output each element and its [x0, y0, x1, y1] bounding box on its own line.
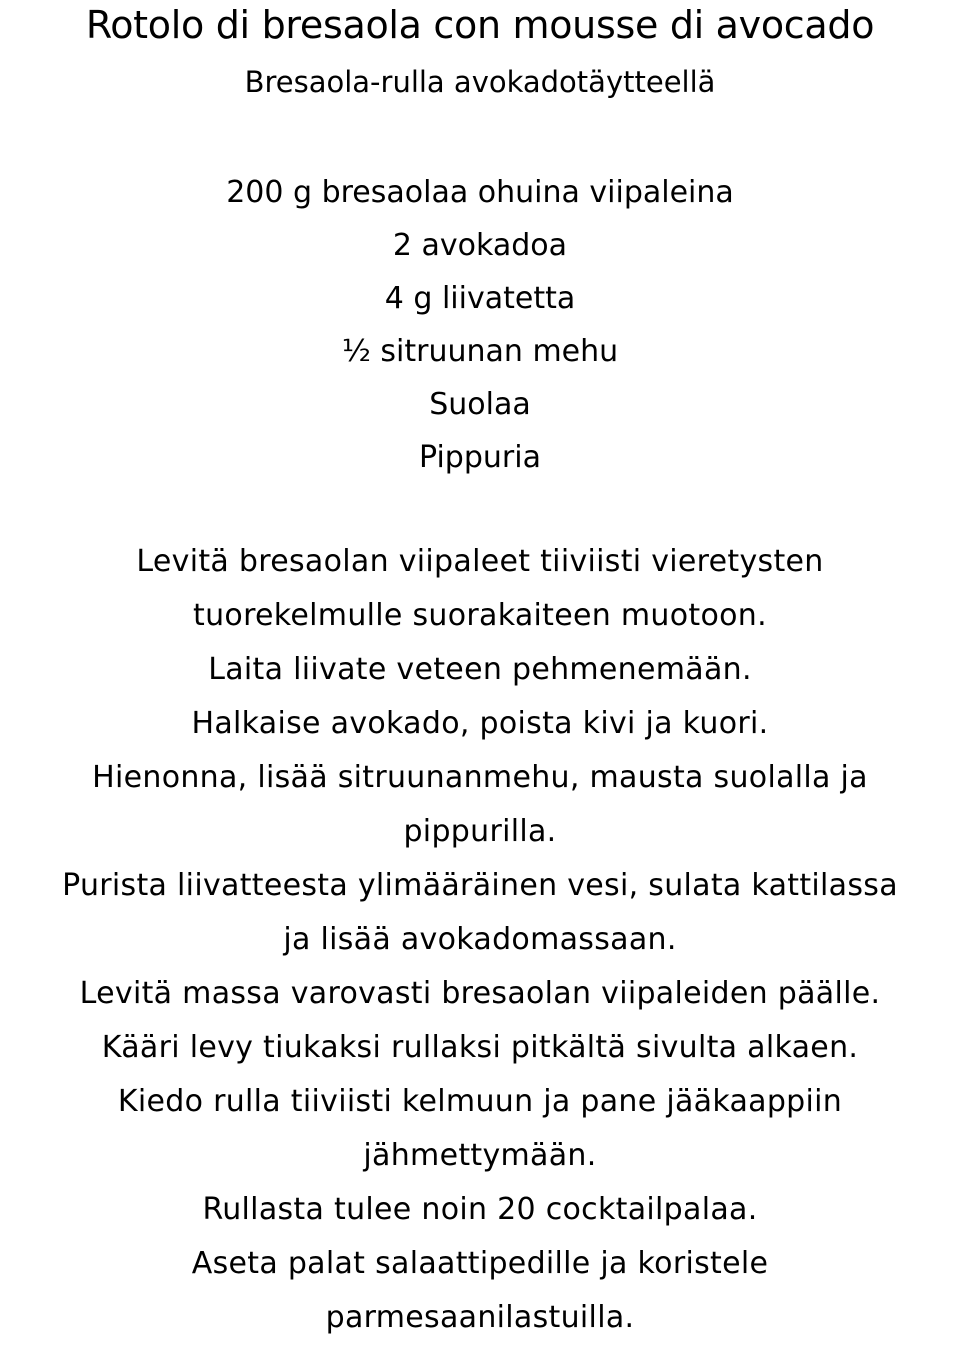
ingredient-item: Pippuria	[419, 440, 541, 475]
method-line: pippurilla.	[403, 814, 557, 849]
method-line: tuorekelmulle suorakaiteen muotoon.	[193, 598, 767, 633]
method-instructions	[0, 535, 960, 1345]
method-line: Aseta palat salaattipedille ja koristele	[191, 1246, 769, 1281]
method-line: Levitä bresaolan viipaleet tiiviisti vieretysten	[136, 544, 824, 579]
method-line: parmesaanilastuilla.	[325, 1300, 635, 1335]
recipe-title: Rotolo di bresaola con mousse di avocado	[85, 3, 875, 47]
method-line: Halkaise avokado, poista kivi ja kuori.	[191, 706, 769, 741]
method-line: Levitä massa varovasti bresaolan viipaleiden päälle.	[79, 976, 881, 1011]
ingredient-item: 200 g bresaolaa ohuina viipaleina	[226, 175, 734, 210]
method-line: Kääri levy tiukaksi rullaksi pitkältä sivulta alkaen.	[101, 1030, 859, 1065]
recipe-subtitle: Bresaola-rulla avokadotäytteellä	[244, 65, 716, 99]
method-line: Rullasta tulee noin 20 cocktailpalaa.	[202, 1192, 758, 1227]
method-line: Hienonna, lisää sitruunanmehu, mausta suolalla ja	[92, 760, 868, 795]
ingredient-list	[0, 166, 960, 484]
method-line: Kiedo rulla tiiviisti kelmuun ja pane jääkaappiin	[117, 1084, 843, 1119]
method-line: jähmettymään.	[363, 1138, 597, 1173]
method-line: Purista liivatteesta ylimääräinen vesi, sulata kattilassa	[62, 868, 898, 903]
method-line: Laita liivate veteen pehmenemään.	[208, 652, 752, 687]
ingredient-item: ½ sitruunan mehu	[341, 334, 619, 369]
ingredient-item: Suolaa	[429, 387, 531, 422]
ingredient-item: 2 avokadoa	[392, 228, 568, 263]
ingredient-item: 4 g liivatetta	[384, 281, 576, 316]
method-line: ja lisää avokadomassaan.	[283, 922, 677, 957]
